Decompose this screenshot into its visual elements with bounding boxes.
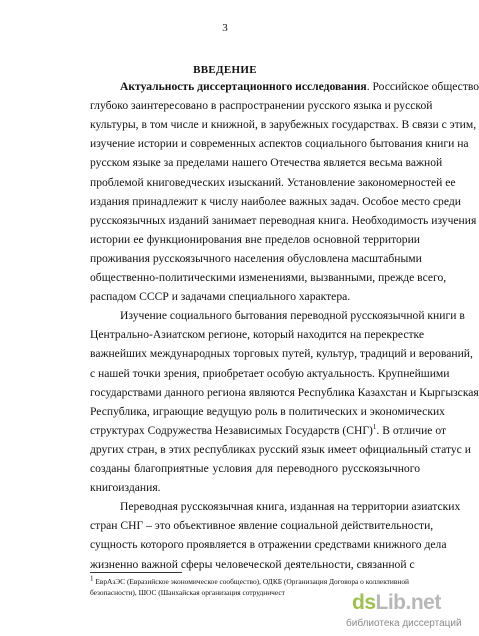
- text-line: [90, 383, 479, 402]
- text-line: [90, 211, 477, 230]
- line-text: истории ее функционирования вне пределов основной территории: [90, 232, 420, 246]
- text-line: [90, 440, 471, 459]
- line-text: культуры, в том числе и книжной, в зарубежных государствах. В связи с этим,: [90, 118, 477, 132]
- text-line: [90, 421, 447, 440]
- text-line: [90, 459, 420, 478]
- footnote-ref: 1: [372, 422, 377, 431]
- footnote-text: ЕврАзЭС (Евразийское экономическое сообщество), ОДКБ (Организация Договора о коллективной: [93, 577, 409, 586]
- line-text: с нашей точки зрения, приобретает особую актуальность. Крупнейшими: [90, 366, 450, 380]
- text-line: [90, 478, 420, 497]
- text-line: [90, 516, 434, 535]
- line-text: проблемой книговедческих изысканий. Установление закономерностей ее: [90, 175, 456, 189]
- footnote-marker: 1: [90, 574, 94, 583]
- text-line: [90, 173, 456, 192]
- text-line: [90, 96, 433, 115]
- line-text: книгоиздания.: [90, 481, 161, 495]
- text-line: [90, 325, 425, 344]
- line-text: жизненно важной сферы человеческой деятельности, связанной с: [90, 557, 415, 571]
- text-line: [90, 230, 420, 249]
- text-line: [90, 192, 461, 211]
- line-text: Республика, играющие ведущую роль в политических и экономических: [90, 404, 445, 418]
- text-line: [90, 153, 443, 172]
- line-text: структурах Содружества Независимых Государств (СНГ): [90, 423, 373, 437]
- text-line: [90, 115, 477, 134]
- footnote-text: безопасности), ШОС (Шанхайская организация сотрудничест: [90, 588, 285, 597]
- line-text-tail: . В отличие от: [376, 423, 447, 437]
- footnote-divider: [90, 572, 182, 573]
- line-text: Переводная русскоязычная книга, изданная на территории азиатских: [120, 500, 461, 514]
- line-text: . Российское общество: [366, 80, 479, 93]
- line-text: сущность которого проявляется в отражении средствами книжного дела: [90, 538, 447, 552]
- line-text: изучение истории и современных аспектов социального бытования книги на: [90, 137, 469, 151]
- text-line: [120, 497, 461, 516]
- text-line: [90, 364, 450, 383]
- text-line: [90, 287, 420, 306]
- line-text: важнейших международных торговых путей, культур, традиций и верований,: [90, 347, 473, 361]
- text-line: [90, 344, 473, 363]
- line-text: стран СНГ – это объективное явление социальной действительности,: [90, 519, 434, 533]
- line-text: созданы благоприятные условия для переводного русскоязычного: [90, 462, 420, 475]
- text-line: [90, 268, 447, 287]
- section-heading: ВВЕДЕНИЕ: [193, 64, 257, 76]
- line-text: распадом СССР и задачами специального характера.: [90, 290, 351, 304]
- line-text: проживания русскоязычного населения обусловлена масштабными: [90, 251, 422, 265]
- line-text: других стран, в этих республиках русский язык имеет официальный статус и: [90, 442, 471, 456]
- line-text: общественно-политическими изменениями, вызванными, прежде всего,: [90, 271, 447, 284]
- line-text: Изучение социального бытования переводной русскоязычной книги в: [120, 309, 465, 323]
- line-text: Центрально-Азиатском регионе, который находится на перекрестке: [90, 328, 425, 342]
- text-line: [90, 134, 469, 153]
- watermark: [346, 591, 462, 635]
- text-line: [120, 77, 479, 96]
- line-text: русскоязычных изданий занимает переводная книга. Необходимость изучения: [90, 213, 477, 227]
- page-number: 3: [222, 22, 228, 34]
- text-line: [90, 555, 420, 574]
- text-line: [90, 535, 447, 554]
- line-text: государствами данного региона являются Республика Казахстан и Кыргызская: [90, 385, 479, 399]
- line-text: издания принадлежит к числу наиболее важных задач. Особое место среди: [90, 194, 461, 208]
- text-line: [90, 249, 420, 268]
- text-line: [90, 402, 445, 421]
- watermark-subtitle: библиотека диссертаций: [346, 618, 462, 629]
- footnote-line: [90, 576, 420, 587]
- watermark-logo: dsLib.net: [352, 591, 441, 614]
- text-line: [120, 306, 465, 325]
- lead-phrase: Актуальность диссертационного исследования: [120, 80, 367, 93]
- line-text: русском языке за пределами нашего Отечества является весьма важной: [90, 156, 443, 170]
- line-text: глубоко заинтересовано в распространении русского языка и русской: [90, 99, 433, 113]
